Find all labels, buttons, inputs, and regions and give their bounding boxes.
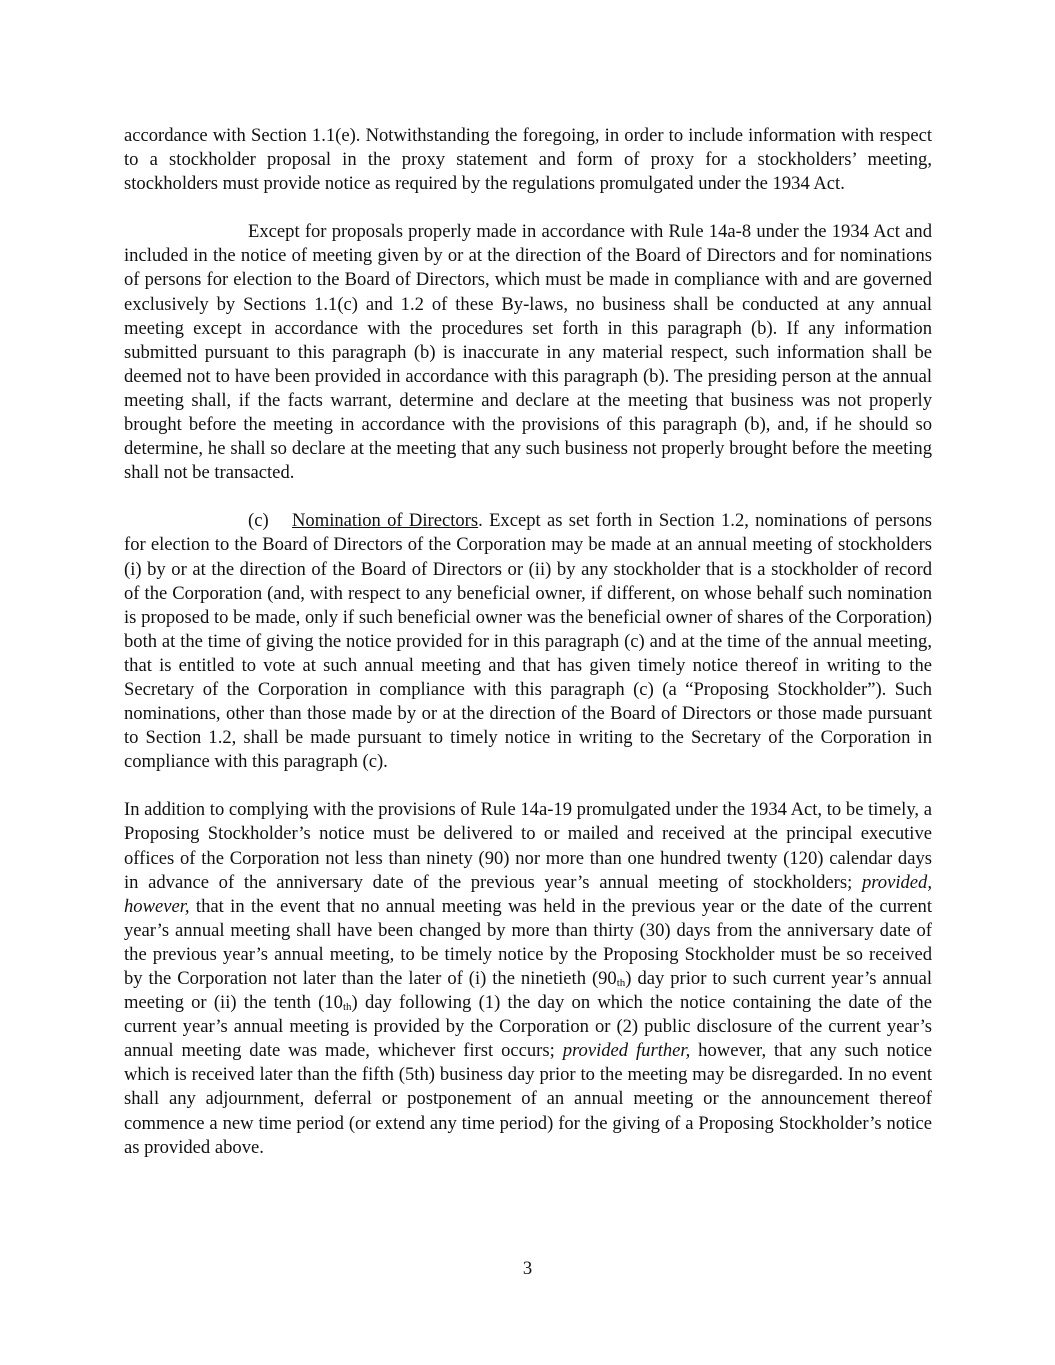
italic-text: provided further, xyxy=(562,1040,691,1062)
text-run: however, that any such notice which is received later than the fifth (5th) business day prior to the meeting may be disregarded. In no event shall any adjournment, deferral or postponement of an annual meeting or the announcement thereof commence a new time period (or extend any time period) for the giving of a Proposing Stockholder’s notice as provided above. xyxy=(124,1040,932,1158)
text-run: ) day following (1) the day on which the notice containing the date of the current year’s annual meeting is provided by the Corporation or (2) public disclosure of the current year’s annual meeting date was made, whichever first occurs; xyxy=(124,992,932,1062)
paragraph-nomination-of-directors xyxy=(124,509,932,774)
paragraph-continuation: accordance with Section 1.1(e). Notwithstanding the foregoing, in order to include information with respect to a stockholder proposal in the proxy statement and form of proxy for a stockholders’ meeting, stockholders must provide notice as required by the regulations promulgated under the 1934 Act. xyxy=(124,125,932,195)
text-run: that in the event that no annual meeting was held in the previous year or the date of the current year’s annual meeting shall have been changed by more than thirty (30) days from the anniversary date of the previous year’s annual meeting, to be timely notice by the Proposing Stockholder must be so received by the Corporation not later than the later of (i) the ninetieth (90 xyxy=(124,895,932,989)
text-run: ) day prior to such current year’s annual meeting or (ii) the tenth (10 xyxy=(124,968,932,1014)
ordinal-suffix: th xyxy=(342,1001,352,1014)
paragraph-business-procedures: Except for proposals properly made in accordance with Rule 14a-8 under the 1934 Act and included in the notice of meeting given by or at the direction of the Board of Directors and for nominations of persons for election to the Board of Directors, which must be made in compliance with and are governed exclusively by Sections 1.1(c) and 1.2 of these By-laws, no business shall be conducted at any annual meeting except in accordance with the procedures set forth in this paragraph (b). If any information submitted pursuant to this paragraph (b) is inaccurate in any material respect, such information shall be deemed not to have been provided in accordance with this paragraph (b). The presiding person at the annual meeting shall, if the facts warrant, determine and declare at the meeting that business was not properly brought before the meeting in accordance with the provisions of this paragraph (b), and, if he should so determine, he shall so declare at the meeting that any such business not properly brought before the meeting shall not be transacted. xyxy=(124,221,932,484)
text-run: In addition to complying with the provisions of Rule 14a-19 promulgated under the 1934 Act, to be timely, a Proposing Stockholder’s notice must be delivered to or mailed and received at the principal executive offices of the Corporation not less than ninety (90) nor more than one hundred twenty (120) calendar days in advance of the anniversary date of the previous year’s annual meeting of stockholders; xyxy=(124,799,932,893)
section-label: (c) xyxy=(248,510,269,532)
italic-text: provided, however, xyxy=(124,871,932,917)
ordinal-suffix: th xyxy=(616,977,626,989)
section-heading: Nomination of Directors xyxy=(292,510,479,532)
page-number: 3 xyxy=(522,1258,533,1279)
section-heading-punct: . xyxy=(478,510,483,532)
document-page xyxy=(124,124,932,1160)
section-body: Except as set forth in Section 1.2, nominations of persons for election to the Board of Directors of the Corporation may be made at an annual meeting of stockholders (i) by or at the direction of the Board of Directors or (ii) by any stockholder that is a stockholder of record of the Corporation (and, with respect to any beneficial owner, if different, on whose behalf such nomination is proposed to be made, only if such beneficial owner was the beneficial owner of shares of the Corporation) both at the time of giving the notice provided for in this paragraph (c) and at the time of the annual meeting, that is entitled to vote at such annual meeting and that has given timely notice thereof in writing to the Secretary of the Corporation in compliance with this paragraph (c) (a “Proposing Stockholder”). Such nominations, other than those made by or at the direction of the Board of Directors or those made pursuant to Section 1.2, shall be made pursuant to timely notice in writing to the Secretary of the Corporation in compliance with this paragraph (c). xyxy=(124,510,933,773)
paragraph-timely-notice xyxy=(124,798,932,1159)
